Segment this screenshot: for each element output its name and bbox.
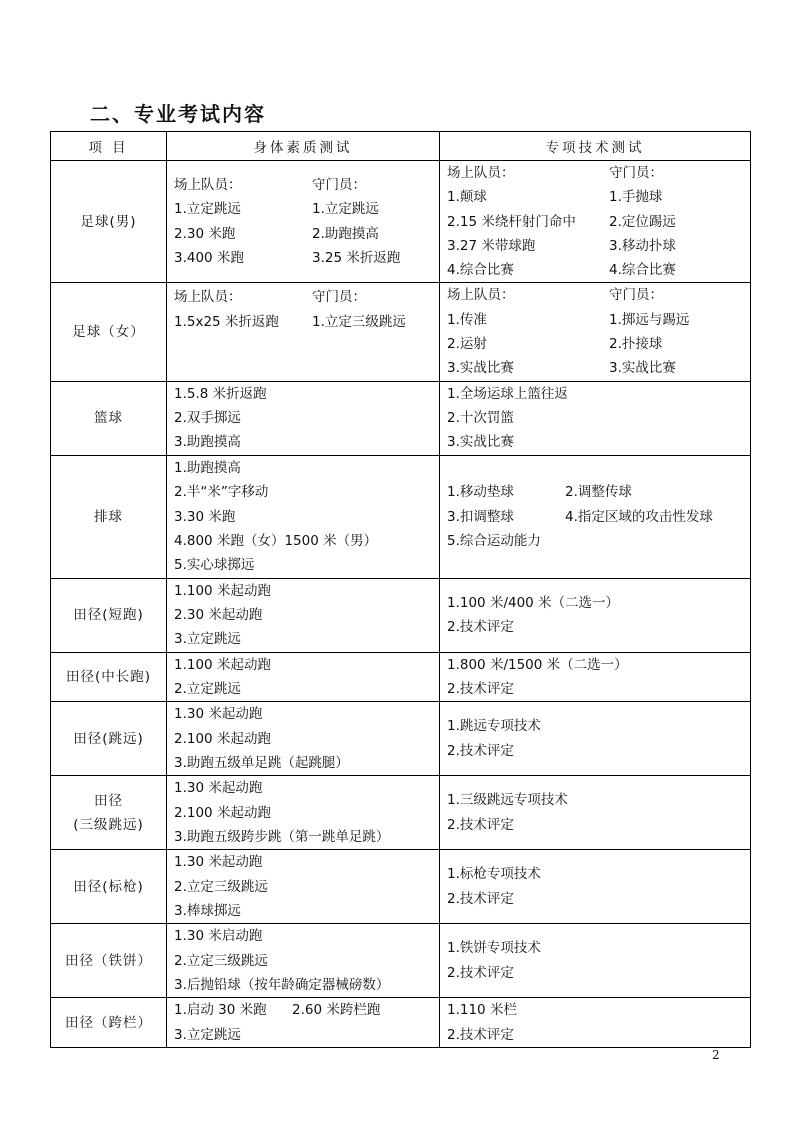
technical-item: 2.技术评定 [447,680,514,697]
physical-item: 2.半“米”字移动 [174,484,269,501]
technical-item: 3.实战比赛 [447,360,514,377]
section-title: 二、专业考试内容 [90,102,266,126]
technical-item: 2.十次罚篮 [447,410,514,427]
technical-item: 4.综合比赛 [447,262,514,279]
physical-item: 1.5.8 米折返跑 [174,385,267,402]
physical-pair-line [174,197,432,221]
physical-cell [167,161,440,283]
physical-item: 2.30 米起动跑 [174,606,263,623]
physical-item: 1.立定三级跳远 [312,313,406,330]
technical-item: 2.运射 [447,336,487,353]
sport-name: 篮球 [51,381,167,455]
physical-item: 1.100 米起动跑 [174,582,271,599]
technical-item: 1.移动垫球 [447,484,514,501]
technical-cell [440,702,751,776]
goalkeeper-label: 守门员： [312,289,366,306]
physical-item: 2.助跑摸高 [312,225,379,242]
physical-pair-line [174,998,432,1022]
physical-item: 3.立定跳远 [174,631,241,648]
technical-pair-line [447,480,743,504]
physical-pair-line [174,310,432,334]
physical-field-label: 场上队员： [174,289,242,306]
header-technical: 专项技术测试 [440,132,751,161]
table-row [51,161,751,283]
table-row [51,998,751,1048]
physical-item: 1.助跑摸高 [174,459,241,476]
sport-name: 田径(短跑) [51,578,167,652]
physical-item: 1.立定跳远 [312,201,379,218]
sport-name: 田径(标枪) [51,850,167,924]
technical-item: 3.扣调整球 [447,508,514,525]
physical-item: 2.30 米跑 [174,225,236,242]
technical-item: 2.扑接球 [609,336,663,353]
physical-pair-line [174,173,432,197]
table-row [51,924,751,998]
physical-item: 3.30 米跑 [174,508,236,525]
physical-item: 1.30 米起动跑 [174,706,263,723]
table-row [51,578,751,652]
technical-cell [440,161,751,283]
technical-field-label: 场上队员： [447,287,515,304]
sport-name-line: (三级跳远) [73,816,144,833]
technical-cell [440,776,751,850]
technical-item: 1.全场运球上篮往返 [447,385,568,402]
technical-item: 4.指定区域的攻击性发球 [565,508,713,525]
physical-item: 3.棒球掷远 [174,902,241,919]
header-physical: 身体素质测试 [167,132,440,161]
table-row [51,702,751,776]
physical-pair-line [174,246,432,270]
technical-pair-line [447,234,743,258]
technical-item: 2.技术评定 [447,1026,514,1043]
physical-cell [167,578,440,652]
technical-field-label: 场上队员： [447,165,515,181]
sport-name: 田径（铁饼） [51,924,167,998]
technical-item: 3.实战比赛 [447,434,514,451]
physical-field-label: 场上队员： [174,177,242,194]
physical-item: 5.实心球掷远 [174,557,255,574]
page-number: 2 [712,1048,720,1062]
physical-item: 3.25 米折返跑 [312,250,401,267]
technical-item: 3.移动扑球 [609,237,676,254]
table-row [51,455,751,578]
physical-cell [167,924,440,998]
technical-item: 1.100 米/400 米（二选一） [447,594,620,611]
physical-item: 1.5x25 米折返跑 [174,313,279,330]
technical-item: 1.手抛球 [609,189,663,206]
physical-item: 4.800 米跑（女）1500 米（男） [174,532,378,549]
sport-name: 排球 [51,455,167,578]
technical-cell [440,652,751,702]
table-row [51,776,751,850]
technical-cell [440,283,751,381]
technical-item: 2.技术评定 [447,890,514,907]
physical-item: 1.30 米启动跑 [174,928,263,945]
physical-item: 1.100 米起动跑 [174,656,271,673]
goalkeeper-label: 守门员： [609,165,663,181]
technical-pair-line [447,332,743,356]
physical-cell [167,998,440,1048]
technical-pair-line [447,356,743,380]
technical-item: 1.跳远专项技术 [447,718,541,735]
exam-content-table [50,131,751,1048]
physical-item: 3.立定跳远 [174,1026,241,1043]
technical-item: 2.技术评定 [447,964,514,981]
technical-cell [440,998,751,1048]
technical-item: 2.技术评定 [447,742,514,759]
physical-item: 2.立定跳远 [174,680,241,697]
physical-item: 3.助跑五级单足跳（起跳腿） [174,754,349,771]
physical-cell [167,652,440,702]
physical-item: 3.助跑五级跨步跳（第一跳单足跳） [174,828,390,845]
physical-item: 2.100 米起动跑 [174,730,271,747]
technical-item: 1.铁饼专项技术 [447,940,541,957]
header-item: 项 目 [51,132,167,161]
technical-pair-line [447,161,743,185]
technical-cell [440,381,751,455]
physical-cell [167,850,440,924]
sport-name: 田径(跳远) [51,702,167,776]
technical-item: 1.标枪专项技术 [447,866,541,883]
goalkeeper-label: 守门员： [312,177,366,194]
technical-item: 1.110 米栏 [447,1002,517,1019]
physical-item: 1.30 米起动跑 [174,780,263,797]
physical-item: 1.启动 30 米跑 [174,1002,267,1019]
technical-item: 2.定位踢远 [609,213,676,230]
physical-item: 1.立定跳远 [174,201,241,218]
physical-item: 2.立定三级跳远 [174,952,268,969]
table-header-row [51,132,751,161]
technical-item: 2.调整传球 [565,484,632,501]
physical-cell [167,702,440,776]
physical-item: 2.立定三级跳远 [174,878,268,895]
technical-item: 2.15 米绕杆射门命中 [447,213,576,230]
physical-item: 2.100 米起动跑 [174,804,271,821]
technical-item: 1.三级跳远专项技术 [447,792,568,809]
technical-item: 3.27 米带球跑 [447,237,536,254]
sport-name-line: 田径 [94,792,123,809]
physical-pair-line [174,285,432,309]
physical-cell [167,283,440,381]
technical-cell [440,924,751,998]
technical-item: 4.综合比赛 [609,262,676,279]
technical-item: 1.掷远与踢远 [609,311,690,328]
technical-cell [440,850,751,924]
physical-pair-line [174,222,432,246]
technical-item: 2.技术评定 [447,619,514,636]
technical-item: 3.实战比赛 [609,360,676,377]
technical-pair-line [447,308,743,332]
table-row [51,283,751,381]
physical-item: 3.助跑摸高 [174,434,241,451]
table-row [51,381,751,455]
technical-pair-line [447,210,743,234]
technical-cell [440,455,751,578]
sport-name: 田径(中长跑) [51,652,167,702]
table-row [51,652,751,702]
physical-item: 1.30 米起动跑 [174,854,263,871]
physical-item: 3.后抛铅球（按年龄确定器械磅数） [174,976,390,993]
technical-item: 2.技术评定 [447,816,514,833]
physical-item: 2.双手掷远 [174,410,241,427]
physical-cell [167,455,440,578]
physical-cell [167,381,440,455]
sport-name: 田径（跨栏） [51,998,167,1048]
physical-item: 3.400 米跑 [174,250,244,267]
technical-item: 5.综合运动能力 [447,532,541,549]
physical-cell [167,776,440,850]
technical-cell [440,578,751,652]
technical-item: 1.800 米/1500 米（二选一） [447,656,628,673]
sport-name [51,776,167,850]
goalkeeper-label: 守门员： [609,287,663,304]
technical-pair-line [447,283,743,307]
technical-item: 1.传准 [447,311,487,328]
technical-pair-line [447,185,743,209]
technical-pair-line [447,258,743,282]
table-row [51,850,751,924]
sport-name: 足球(男) [51,161,167,283]
technical-pair-line [447,505,743,529]
technical-item: 1.颠球 [447,189,487,206]
physical-item: 2.60 米跨栏跑 [292,1002,381,1019]
sport-name: 足球（女） [51,283,167,381]
